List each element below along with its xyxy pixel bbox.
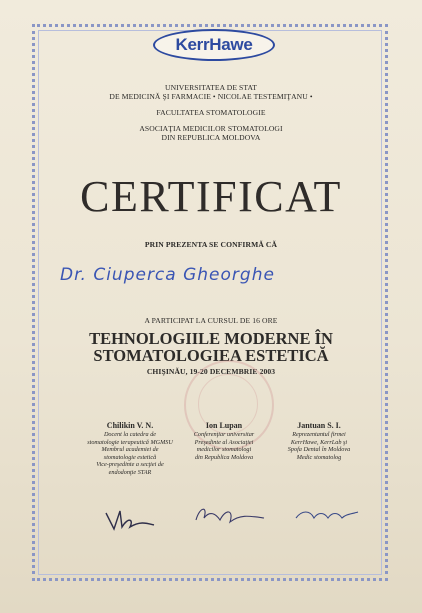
signatory-2-desc-line: Conferenţiar universitar — [193, 431, 255, 438]
signatory-1-desc-line: Docent la catedra de — [103, 431, 157, 438]
association-line-1: ASOCIAŢIA MEDICILOR STOMATOLOGI — [139, 124, 283, 133]
recipient-name-handwritten: Dr. Ciuperca Gheorghe — [60, 265, 275, 285]
course-title-line-1: TEHNOLOGIILE MODERNE ÎN — [89, 329, 333, 348]
signature-2 — [190, 500, 270, 530]
signatory-2 — [178, 420, 270, 461]
signatory-1-desc-line: Vice-preşedinte a secţiei de — [96, 461, 164, 469]
participation-text: A PARTICIPAT LA CURSUL DE 16 ORE — [144, 316, 278, 325]
signatory-1-name: Chilikin V. N. — [106, 421, 154, 430]
signature-3 — [292, 500, 362, 528]
signatory-1-desc-line: endodonţie STAR — [108, 468, 152, 476]
signatory-2-name: Ion Lupan — [205, 421, 243, 430]
signature-1 — [100, 505, 160, 535]
signatory-1-desc-line: stomatologie terapeutică MGMSU — [87, 438, 173, 446]
signatory-3-desc-line: KerrHawe, KerrLab şi — [290, 438, 348, 446]
signatory-3-desc-line: Medic stomatolog — [296, 453, 342, 461]
signatory-1-desc-line: Membrul academiei de — [101, 446, 159, 454]
place-and-date: CHIŞINĂU, 19-20 DECEMBRIE 2003 — [146, 367, 276, 376]
university-line-1: UNIVERSITATEA DE STAT — [164, 83, 257, 92]
signatory-3-name: Jantuan S. I. — [297, 421, 341, 430]
certificate-title: CERTIFICAT — [80, 172, 342, 221]
signatory-3-desc-line: Spofa Dental în Moldova — [287, 446, 351, 454]
course-title-line-2: STOMATOLOGIEA ESTETICĂ — [93, 346, 329, 365]
faculty-name: FACULTATEA STOMATOLOGIE — [156, 108, 266, 117]
confirm-text: PRIN PREZENTA SE CONFIRMĂ CĂ — [144, 240, 278, 249]
university-line-2: DE MEDICINĂ ŞI FARMACIE • NICOLAE TESTEMIŢANU • — [109, 92, 313, 101]
association-line-2: DIN REPUBLICA MOLDOVA — [161, 133, 261, 142]
signatory-3 — [272, 420, 366, 461]
signatory-2-desc-line: din Republica Moldova — [194, 453, 254, 461]
signatory-3-desc-line: Reprezentantul firmei — [292, 431, 346, 438]
kerrhawe-logo: KerrHawe — [153, 29, 275, 61]
signatory-2-desc-line: medicilor stomatologi — [196, 446, 252, 454]
signatory-2-desc-line: Preşedinte al Asociaţiei — [194, 438, 254, 446]
signatory-1-desc-line: stomatologie estetică — [103, 453, 157, 461]
signatory-1 — [80, 420, 180, 477]
